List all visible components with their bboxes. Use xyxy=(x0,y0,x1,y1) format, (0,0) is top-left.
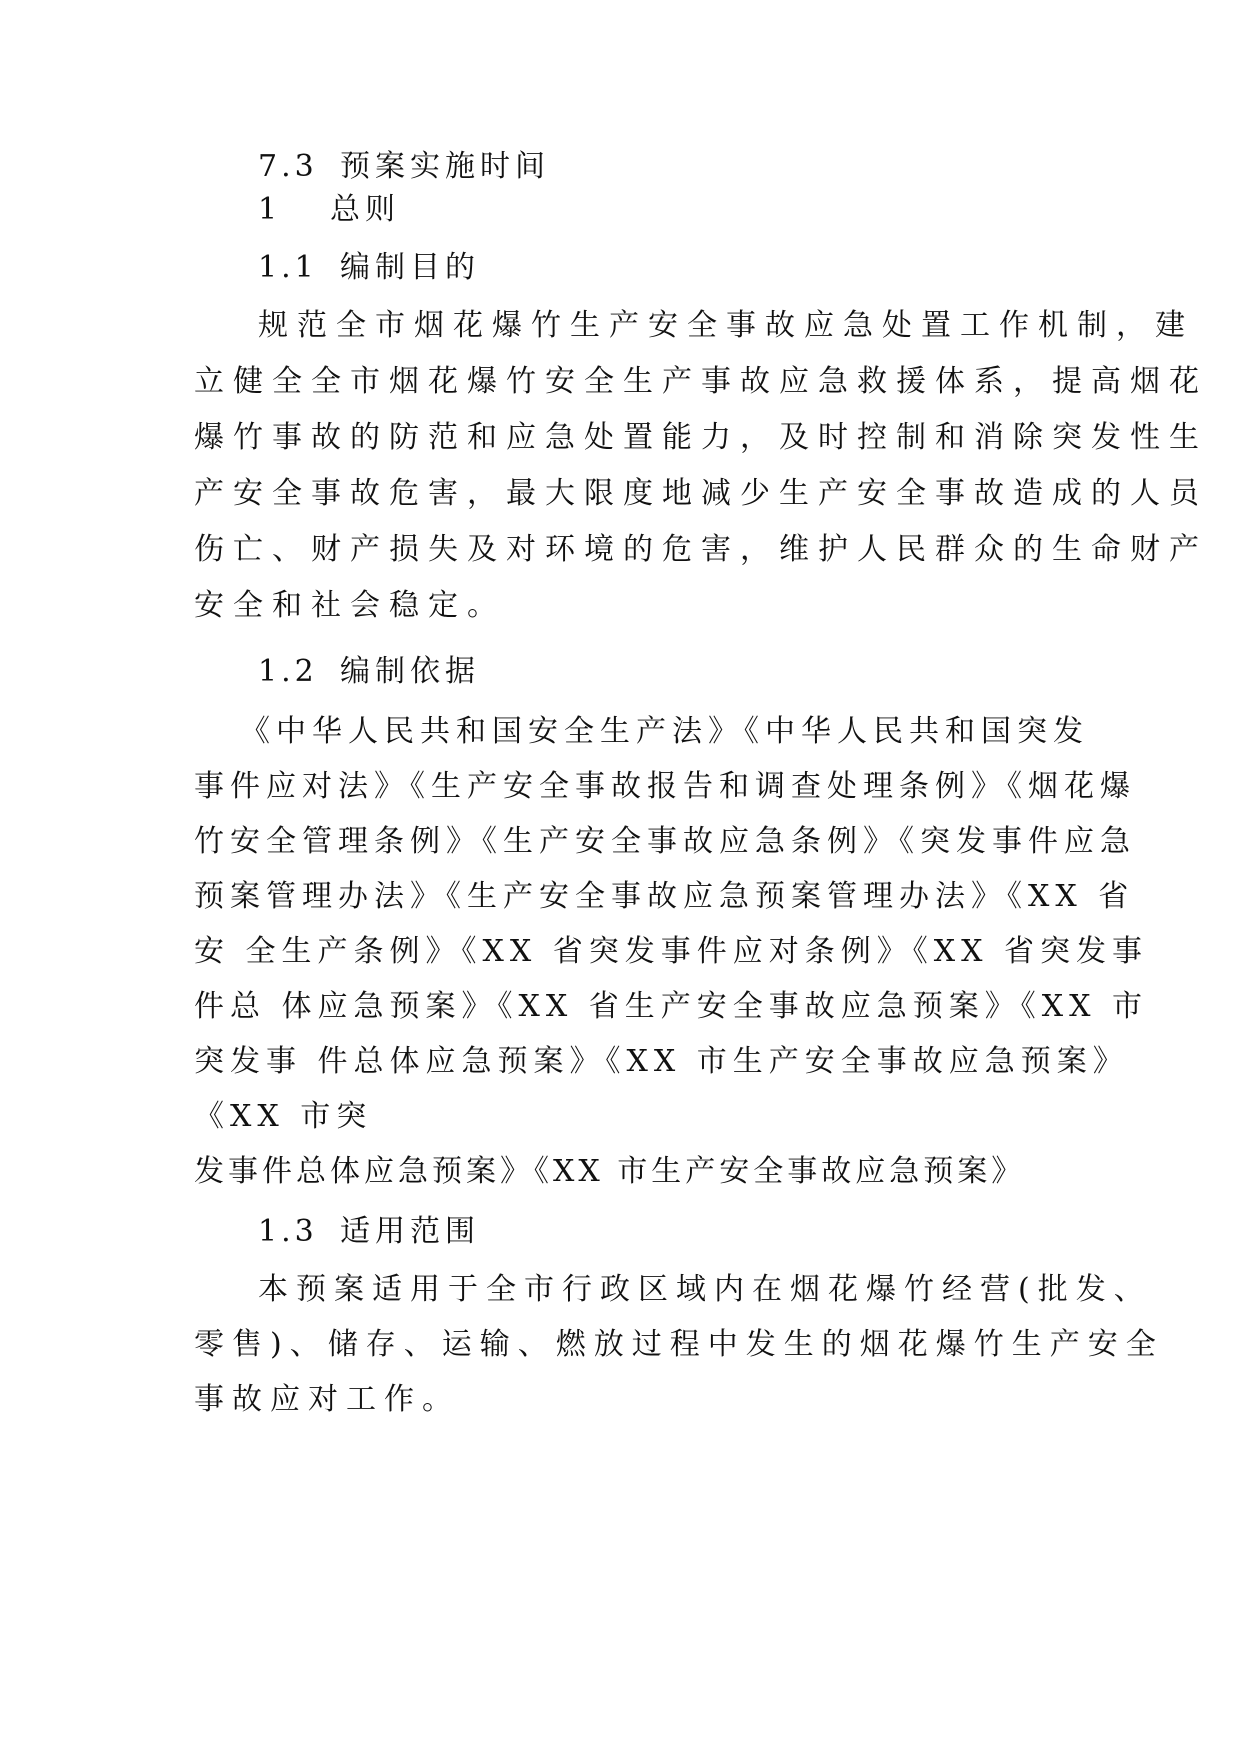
paragraph-line: 安全和社会稳定。 xyxy=(194,588,506,623)
paragraph-line: 零售)、储存、运输、燃放过程中发生的烟花爆竹生产安全 xyxy=(194,1327,1164,1362)
paragraph-line: 本预案适用于全市行政区域内在烟花爆竹经营(批发、 xyxy=(258,1272,1152,1307)
section-heading-1-1 xyxy=(258,248,480,288)
section-number: 1.3 xyxy=(258,1214,318,1249)
section-number: 1.2 xyxy=(258,654,318,689)
section-number: 1 xyxy=(258,192,282,227)
paragraph-line: 《XX 市突 xyxy=(194,1099,373,1134)
section-title: 总则 xyxy=(330,192,400,227)
paragraph-line: 安 全生产条例》《XX 省突发事件应对条例》《XX 省突发事 xyxy=(194,934,1149,969)
paragraph-line: 立健全全市烟花爆竹安全生产事故应急救援体系，提高烟花 xyxy=(194,364,1208,399)
paragraph-line: 《中华人民共和国安全生产法》《中华人民共和国突发 xyxy=(240,714,1089,749)
section-heading-1 xyxy=(258,190,400,230)
paragraph-line: 伤亡、财产损失及对环境的危害，维护人民群众的生命财产 xyxy=(194,532,1208,567)
section-title: 预案实施时间 xyxy=(340,149,550,184)
paragraph-line: 预案管理办法》《生产安全事故应急预案管理办法》《XX 省 xyxy=(194,879,1135,914)
section-title: 编制依据 xyxy=(340,654,480,689)
paragraph-line: 发事件总体应急预案》《XX 市生产安全事故应急预案》 xyxy=(194,1154,1026,1189)
paragraph-line: 竹安全管理条例》《生产安全事故应急条例》《突发事件应急 xyxy=(194,824,1136,859)
paragraph-line: 规范全市烟花爆竹生产安全事故应急处置工作机制，建 xyxy=(258,308,1194,343)
section-number: 7.3 xyxy=(258,149,318,184)
paragraph-line: 件总 体应急预案》《XX 省生产安全事故应急预案》《XX 市 xyxy=(194,989,1149,1024)
section-heading-1-2 xyxy=(258,652,480,692)
section-title: 适用范围 xyxy=(340,1214,480,1249)
paragraph-line: 事故应对工作。 xyxy=(194,1382,460,1417)
paragraph-line: 爆竹事故的防范和应急处置能力，及时控制和消除突发性生 xyxy=(194,420,1208,455)
paragraph-line: 产安全事故危害，最大限度地减少生产安全事故造成的人员 xyxy=(194,476,1208,511)
section-number: 1.1 xyxy=(258,250,318,285)
paragraph-line: 事件应对法》《生产安全事故报告和调查处理条例》《烟花爆 xyxy=(194,769,1136,804)
section-heading-7-3 xyxy=(258,147,550,187)
section-title: 编制目的 xyxy=(340,250,480,285)
paragraph-line: 突发事 件总体应急预案》《XX 市生产安全事故应急预案》 xyxy=(194,1044,1129,1079)
section-heading-1-3 xyxy=(258,1212,480,1252)
